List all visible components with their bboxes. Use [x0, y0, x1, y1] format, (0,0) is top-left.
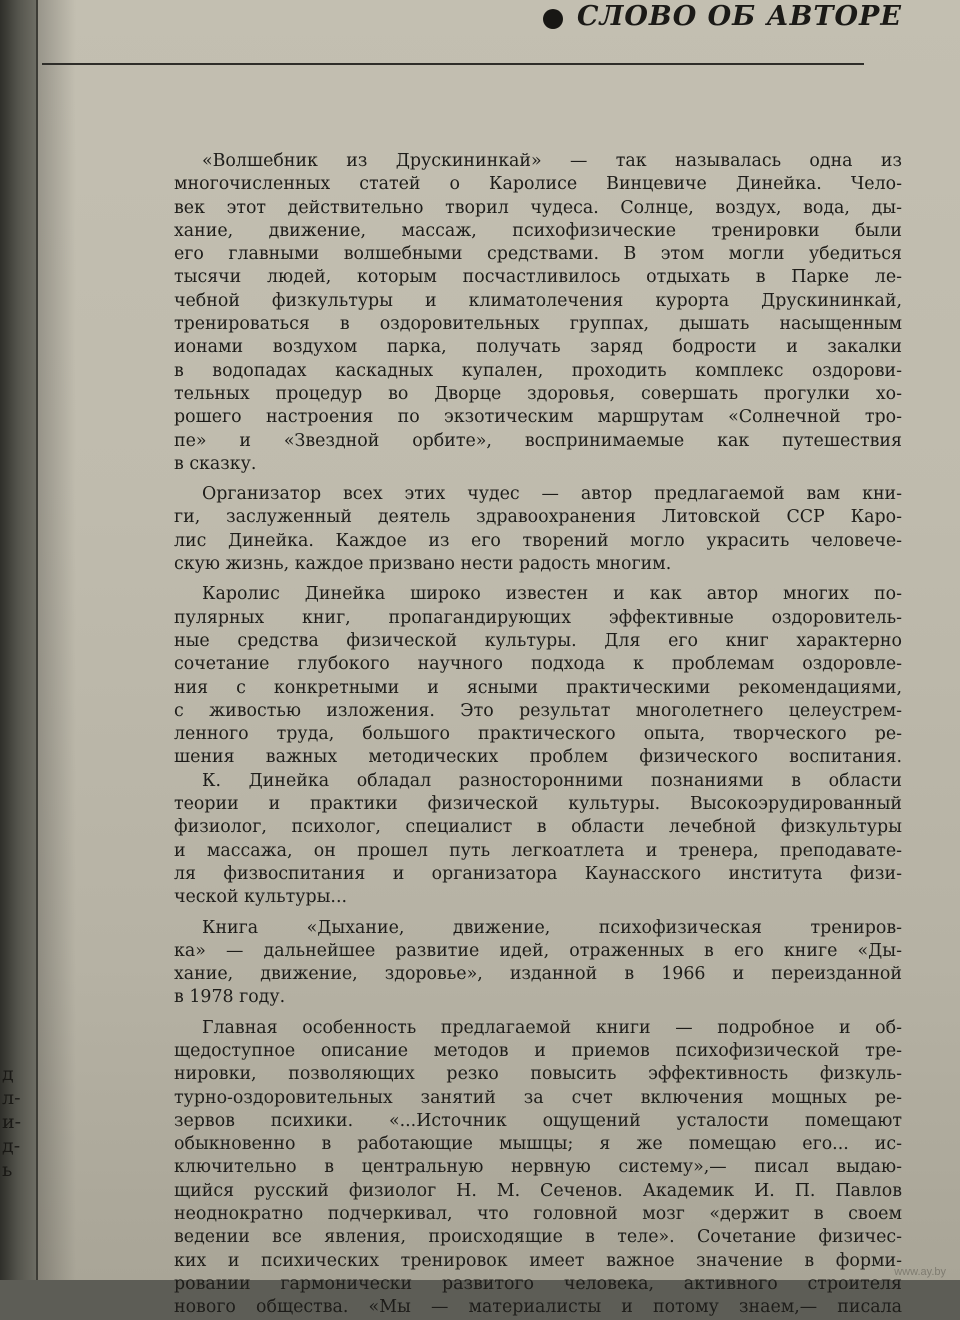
text-line: ровании гармонически развитого человека, активного строителя [174, 1273, 902, 1294]
text-line: щийся русский физиолог Н. М. Сеченов. Академик И. П. Павлов [174, 1180, 902, 1201]
text-line: ля физвоспитания и организатора Каунасского института физи- [174, 863, 902, 884]
text-line: тельных процедур во Дворце здоровья, совершать прогулки хо- [174, 383, 902, 404]
text-line: век этот действительно творил чудеса. Солнце, воздух, вода, ды- [174, 197, 902, 218]
text-line: теории и практики физической культуры. Высокоэрудированный [174, 794, 902, 815]
text-line: скую жизнь, каждое призвано нести радость многим. [174, 554, 672, 575]
text-line: пулярных книг, пропагандирующих эффективные оздоровитель- [174, 607, 902, 628]
text-line: тысячи людей, которым посчастливилось отдыхать в Парке ле- [174, 267, 902, 288]
section-title: СЛОВО ОБ АВТОРЕ [577, 1, 902, 32]
text-line: ких и психических тренировок имеет важное значение в форми- [174, 1250, 902, 1271]
article-body [174, 150, 902, 1320]
text-line: в 1978 году. [174, 987, 286, 1008]
text-line: сочетание глубокого научного подхода к проблемам оздоровле- [174, 654, 902, 675]
book-page [36, 0, 960, 1318]
text-line: пе» и «Звездной орбите», воспринимаемые как путешествия [174, 430, 902, 451]
section-header [543, 0, 960, 40]
text-line: в сказку. [174, 453, 257, 474]
text-line: Книга «Дыхание, движение, психофизическая трениров- [202, 917, 902, 938]
text-line: ведении все явления, происходящие в теле». Сочетание физичес- [174, 1227, 902, 1248]
text-line: щедоступное описание методов и приемов психофизической тре- [174, 1040, 902, 1061]
text-line: ка» — дальнейшее развитие идей, отраженных в его книге «Ды- [174, 940, 902, 961]
text-line: тренироваться в оздоровительных группах, дышать насыщенным [174, 314, 902, 335]
text-line: ния с конкретными и ясными практическими рекомендациями, [174, 677, 902, 698]
text-line: турно-оздоровительных занятий за счет включения мощных ре- [174, 1087, 902, 1108]
header-rule [42, 63, 864, 65]
bullet-icon [543, 9, 563, 29]
text-line: хание, движение, здоровье», изданной в 1966 и переизданной [174, 964, 902, 985]
text-line: его главными волшебными средствами. В этом могли убедиться [174, 244, 902, 265]
text-line: и массажа, он прошел путь легкоатлета и тренера, преподавате- [174, 840, 902, 861]
text-line: ги, заслуженный деятель здравоохранения Литовской ССР Каро- [174, 507, 902, 528]
left-page-text-fragment: д л- и- д- ь [2, 1063, 22, 1181]
text-line: с живостью изложения. Это результат многолетнего целеустрем- [174, 700, 902, 721]
text-line: Главная особенность предлагаемой книги — подробное и об- [202, 1017, 902, 1038]
text-line: ческой культуры... [174, 887, 348, 908]
text-line: ключительно в центральную нервную систему»,— писал выдаю- [174, 1157, 902, 1178]
text-line: хание, движение, массаж, психофизические тренировки были [174, 220, 902, 241]
text-line: многочисленных статей о Каролисе Винцевиче Динейка. Чело- [174, 174, 902, 195]
text-line: зервов психики. «...Источник ощущений усталости помещают [174, 1110, 902, 1131]
text-line: «Волшебник из Друскининкай» — так называлась одна из [202, 151, 902, 171]
text-line: неоднократно подчеркивал, что головной мозг «держит в своем [174, 1204, 902, 1225]
text-line: чебной физкультуры и климатолечения курорта Друскининкай, [174, 290, 902, 311]
text-line: нового общества. «Мы — материалисты и потому знаем,— писала [174, 1297, 902, 1318]
text-line: Каролис Динейка широко известен и как автор многих по- [202, 584, 902, 605]
watermark: www.ay.by [894, 1266, 946, 1278]
text-line: рошего настроения по экзотическим маршрутам «Солнечной тро- [174, 407, 902, 428]
text-line: Организатор всех этих чудес — автор предлагаемой вам кни- [202, 484, 902, 505]
text-line: ленного труда, большого практического опыта, творческого ре- [174, 724, 902, 745]
text-line: шения важных методических проблем физического воспитания. [174, 747, 902, 768]
text-line: физиолог, психолог, специалист в области лечебной физкультуры [174, 817, 902, 838]
text-line: нировки, позволяющих резко повысить эффективность физкуль- [174, 1064, 902, 1085]
text-line: лис Динейка. Каждое из его творений могло украсить человече- [174, 530, 902, 551]
text-line: ные средства физической культуры. Для его книг характерно [174, 630, 902, 651]
text-line: в водопадах каскадных купален, проходить комплекс оздорови- [174, 360, 902, 381]
text-line: К. Динейка обладал разносторонними познаниями в области [202, 770, 902, 791]
text-line: ионами воздухом парка, получать заряд бодрости и закалки [174, 337, 902, 358]
text-line: обыкновенно в работающие мышцы; я же помещаю его... ис- [174, 1134, 902, 1155]
